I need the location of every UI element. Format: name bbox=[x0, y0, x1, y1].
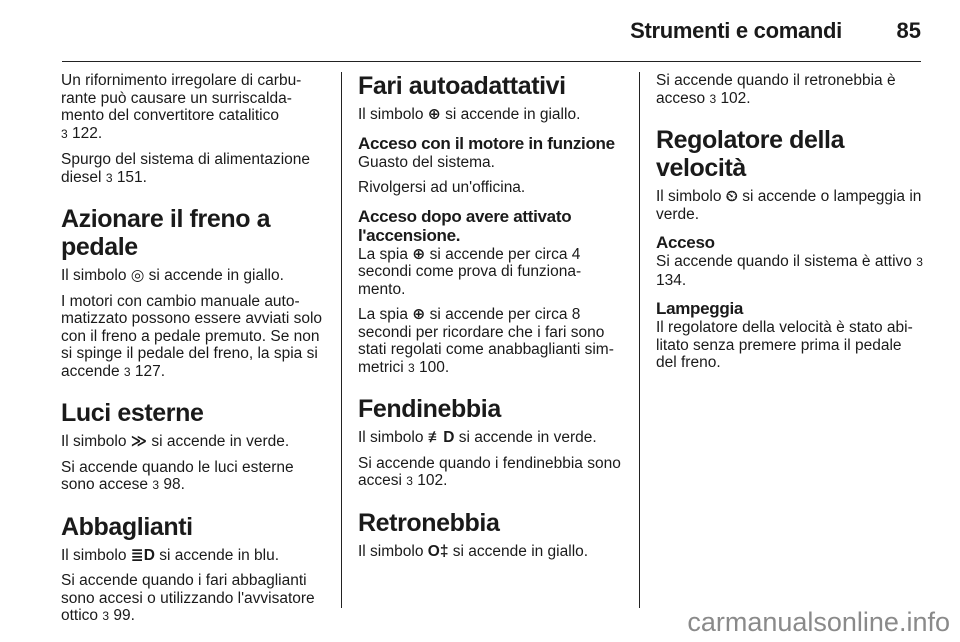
paragraph-text: Il simbolo bbox=[61, 267, 127, 284]
paragraph-text: Il simbolo bbox=[656, 188, 722, 205]
paragraph-text: si accende per circa 4 secondi come prova di funziona-mento. bbox=[358, 245, 582, 298]
reference-arrow-icon: 3 bbox=[406, 474, 413, 488]
paragraph-text: si accende per circa 8 secondi per ricordare che i fari sono stati regolati come anabbaglianti sim-metrici bbox=[358, 306, 614, 376]
reference-arrow-icon: 3 bbox=[61, 126, 68, 141]
page-reference[interactable]: 99. bbox=[113, 607, 135, 624]
section-heading-brake: Azionare il freno a pedale bbox=[61, 205, 271, 261]
subheading-flashing: Lampeggia bbox=[656, 299, 744, 318]
paragraph-text: si accende in giallo. bbox=[452, 542, 589, 560]
header-divider bbox=[62, 61, 921, 62]
high-beam-icon: ≣D bbox=[130, 546, 155, 564]
paragraph bbox=[61, 293, 329, 382]
paragraph bbox=[358, 246, 626, 299]
paragraph bbox=[358, 543, 626, 561]
paragraph bbox=[61, 151, 329, 187]
section-heading-cruise-control: Regolatore della velocità bbox=[656, 126, 845, 182]
page-number: 85 bbox=[896, 18, 921, 43]
paragraph-text: Si accende quando i fendinebbia sono accesi bbox=[358, 454, 621, 489]
paragraph-text: Il simbolo bbox=[358, 542, 424, 560]
page-reference[interactable]: 151. bbox=[116, 168, 147, 186]
cruise-control-icon: ⏲ bbox=[725, 188, 738, 205]
fog-light-icon: ≢D bbox=[427, 429, 455, 446]
paragraph-text: si accende in verde. bbox=[151, 433, 290, 450]
paragraph-text: si accende in giallo. bbox=[148, 267, 284, 284]
paragraph-text: La spia bbox=[358, 306, 408, 323]
paragraph-text: Si accende quando i fari abbaglianti sono accesi o utilizzando l'avvisatore ottico bbox=[61, 572, 315, 624]
subheading-ignition-on: Acceso dopo avere attivato l'accensione. bbox=[358, 206, 572, 245]
page-reference[interactable]: 98. bbox=[163, 476, 185, 493]
rear-fog-light-icon: O‡ bbox=[427, 542, 449, 560]
column-2 bbox=[358, 72, 626, 568]
paragraph-text: Si accende quando le luci esterne sono accese bbox=[61, 458, 294, 493]
paragraph-text: Il simbolo bbox=[61, 546, 127, 564]
paragraph bbox=[656, 253, 924, 289]
page-reference[interactable]: 127. bbox=[134, 362, 166, 380]
reference-arrow-icon: 3 bbox=[709, 91, 717, 106]
paragraph: Il regolatore della velocità è stato abi-litato senza premere prima il pedale del freno. bbox=[656, 319, 913, 371]
paragraph: Rivolgersi ad un'officina. bbox=[358, 179, 526, 196]
reference-arrow-icon: 3 bbox=[105, 170, 113, 185]
paragraph-text: Il simbolo bbox=[358, 106, 424, 123]
page-reference[interactable]: 122. bbox=[72, 124, 103, 142]
reference-arrow-icon: 3 bbox=[102, 609, 110, 623]
paragraph-text: Un rifornimento irregolare di carbu-rante può causare un surriscalda-mento del convertitore catalitico bbox=[61, 72, 302, 124]
paragraph-text: Si accende quando il retronebbia è acceso bbox=[656, 72, 896, 107]
adaptive-lights-icon: ⊕ bbox=[412, 245, 426, 263]
page-reference[interactable]: 102. bbox=[720, 89, 751, 107]
paragraph bbox=[358, 455, 626, 491]
exterior-lights-icon: ≫ bbox=[130, 433, 148, 450]
page-header bbox=[0, 0, 960, 60]
paragraph-text: si accende in blu. bbox=[159, 546, 280, 564]
paragraph-text: Il simbolo bbox=[358, 429, 424, 446]
paragraph-text: si accende o lampeggia in verde. bbox=[656, 188, 922, 223]
watermark: carmanualsonline.info bbox=[687, 607, 950, 637]
paragraph bbox=[61, 433, 329, 451]
subheading-engine-running: Acceso con il motore in funzione bbox=[358, 133, 615, 153]
reference-arrow-icon: 3 bbox=[407, 360, 415, 375]
paragraph-text: I motori con cambio manuale auto-matizzato possono essere avviati solo con il freno a pedale premuto. Se non si spinge il pedale del freno, la spia si accende bbox=[61, 292, 323, 380]
reference-arrow-icon: 3 bbox=[123, 364, 131, 379]
paragraph bbox=[61, 72, 329, 143]
brake-pedal-icon: ◎ bbox=[130, 267, 145, 284]
reference-arrow-icon: 3 bbox=[152, 478, 160, 492]
paragraph-text: si accende in giallo. bbox=[445, 106, 581, 123]
section-heading-exterior-lights: Luci esterne bbox=[61, 399, 204, 427]
paragraph bbox=[61, 572, 329, 626]
page-reference[interactable]: 134. bbox=[656, 271, 687, 289]
paragraph bbox=[358, 429, 626, 447]
reference-arrow-icon: 3 bbox=[916, 255, 923, 269]
paragraph bbox=[61, 547, 329, 565]
paragraph bbox=[656, 188, 924, 223]
paragraph bbox=[61, 267, 329, 285]
paragraph bbox=[61, 459, 329, 495]
paragraph bbox=[656, 72, 924, 108]
section-heading-high-beam: Abbaglianti bbox=[61, 512, 193, 541]
paragraph bbox=[358, 106, 626, 124]
column-divider bbox=[341, 72, 342, 608]
subheading-on: Acceso bbox=[656, 233, 715, 252]
page-reference[interactable]: 102. bbox=[417, 472, 448, 489]
paragraph-text: si accende in verde. bbox=[458, 429, 597, 446]
page-title: Strumenti e comandi bbox=[630, 18, 842, 43]
section-heading-adaptive-lights: Fari autoadattativi bbox=[358, 72, 566, 100]
adaptive-lights-icon: ⊕ bbox=[427, 106, 441, 123]
page-reference[interactable]: 100. bbox=[418, 358, 450, 376]
paragraph bbox=[358, 306, 626, 377]
paragraph: Guasto del sistema. bbox=[358, 153, 495, 171]
column-divider bbox=[639, 72, 640, 608]
paragraph-text: Si accende quando il sistema è attivo bbox=[656, 253, 912, 270]
paragraph-text: Il simbolo bbox=[61, 433, 127, 450]
paragraph-text: La spia bbox=[358, 245, 408, 263]
section-heading-fog-lights: Fendinebbia bbox=[358, 395, 501, 423]
column-3 bbox=[656, 72, 924, 380]
paragraph-text: Spurgo del sistema di alimentazione diesel bbox=[61, 151, 310, 186]
adaptive-lights-icon: ⊕ bbox=[412, 306, 426, 323]
section-heading-rear-fog: Retronebbia bbox=[358, 508, 500, 537]
column-1 bbox=[61, 72, 329, 634]
